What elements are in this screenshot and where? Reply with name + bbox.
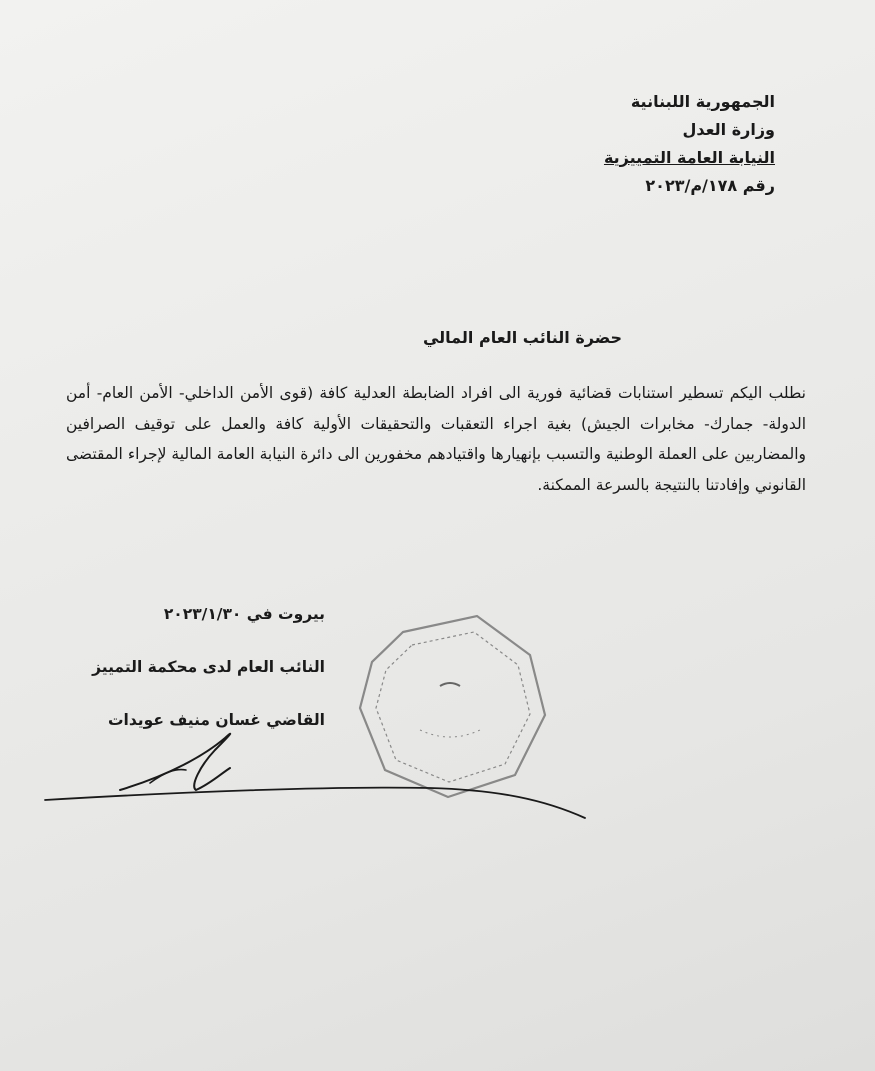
letter-body: نطلب اليكم تسطير استنابات قضائية فورية الى افراد الضابطة العدلية كافة (قوى الأمن الداخلي- الأمن العام- أمن الدولة- جمارك- مخابرات الجيش) بغية اجراء التعقبات والتحقيقات الأولية كافة والعمل على توقيف الصرافين والمضاربين على العملة الوطنية والتسبب بإنهيارها واقتيادهم مخفورين الى دائرة النيابة العامة المالية لإجراء المقتضى القانوني وإفادتنا بالنتيجة بالسرعة الممكنة. <box>66 384 806 494</box>
republic-name: الجمهورية اللبنانية <box>630 92 775 111</box>
reference-number: رقم ١٧٨/م/٢٠٢٣ <box>645 176 775 195</box>
signatory-name: القاضي غسان منيف عويدات <box>107 711 325 729</box>
addressee: حضرة النائب العام المالي <box>422 328 623 347</box>
signatory-title: النائب العام لدى محكمة التمييز <box>92 658 325 676</box>
handwritten-signature <box>45 734 585 818</box>
ministry-name: وزارة العدل <box>682 120 775 139</box>
place-date: بيروت في ٢٠٢٣/١/٣٠ <box>163 605 325 623</box>
official-stamp <box>360 616 545 797</box>
office-name: النيابة العامة التمييزية <box>603 148 775 167</box>
